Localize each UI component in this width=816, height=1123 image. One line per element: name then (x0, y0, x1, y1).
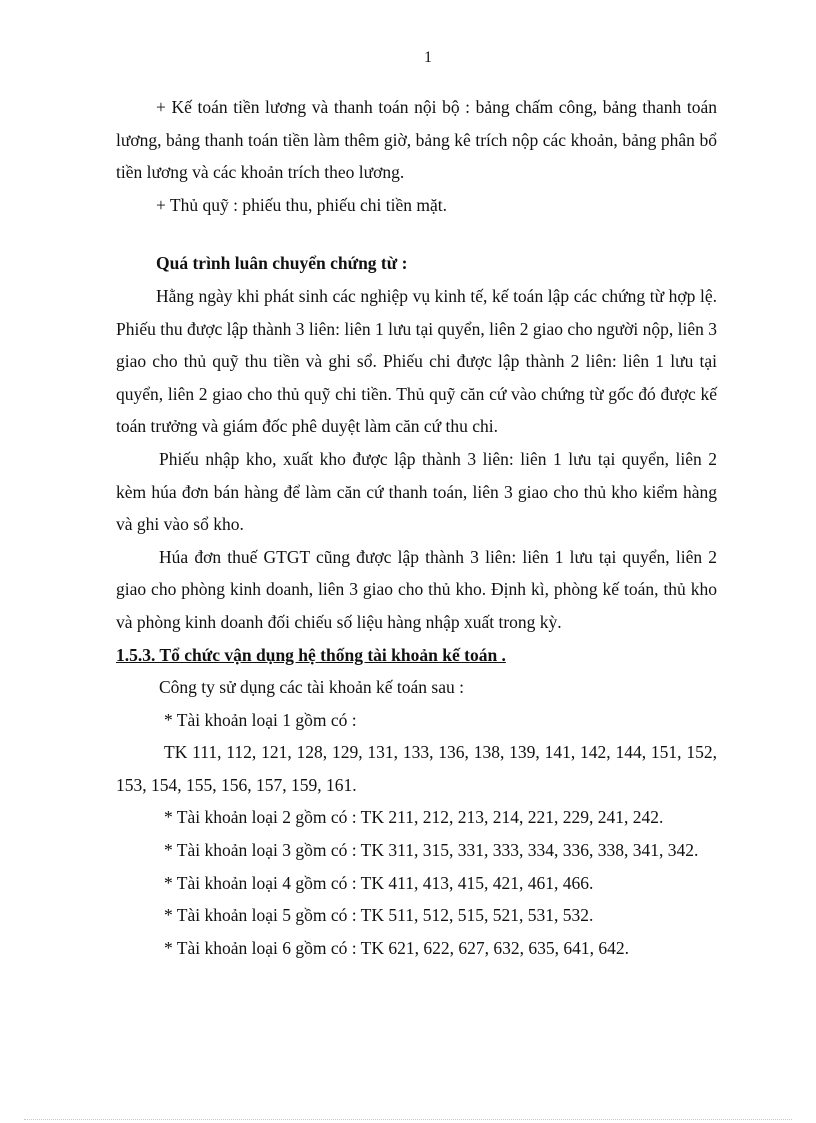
accounts-type-1-list: TK 111, 112, 121, 128, 129, 131, 133, 136, 138, 139, 141, 142, 144, 151, 152, 153, 154, 155, 156, 157, 159, 161. (116, 742, 717, 795)
accounts-type-5: * Tài khoản loại 5 gồm có : TK 511, 512, 515, 521, 531, 532. (164, 905, 594, 926)
paragraph-vat-invoice-flow: Húa đơn thuế GTGT cũng được lập thành 3 liên: liên 1 lưu tại quyển, liên 2 giao cho phòng kinh doanh, liên 3 giao cho thủ kho. Định kì, phòng kế toán, thủ kho và phòng kinh doanh đối chiếu số liệu hàng nhập xuất trong kỳ. (116, 546, 717, 632)
accounts-type-1-label: * Tài khoản loại 1 gồm có : (164, 709, 357, 730)
spacer (116, 221, 717, 247)
paragraph-warehouse-flow: Phiếu nhập kho, xuất kho được lập thành 3 liên: liên 1 lưu tại quyển, liên 2 kèm húa đơn bán hàng để làm căn cứ thanh toán, liên 3 giao cho thủ kho kiểm hàng và ghi vào sổ kho. (116, 448, 717, 535)
paragraph-cashier-documents: + Thủ quỹ : phiếu thu, phiếu chi tiền mặt. (156, 194, 447, 215)
heading-1-5-3: 1.5.3. Tổ chức vận dụng hệ thống tài khoản kế toán . (116, 644, 506, 665)
paragraph-receipts-flow: Hằng ngày khi phát sinh các nghiệp vụ kinh tế, kế toán lập các chứng từ hợp lệ. Phiếu thu được lập thành 3 liên: liên 1 lưu tại quyển, liên 2 giao cho người nộp, liên 3 giao cho thủ quỹ thu tiền và ghi sổ. Phiếu chi được lập thành 2 liên: liên 1 lưu tại quyển, liên 2 giao cho thủ quỹ chi tiền. Thủ quỹ căn cứ vào chứng từ gốc đó được kế toán trưởng và giám đốc phê duyệt làm căn cứ thu chi. (116, 285, 717, 437)
accounts-type-6: * Tài khoản loại 6 gồm có : TK 621, 622, 627, 632, 635, 641, 642. (164, 937, 630, 958)
accounts-intro: Công ty sử dụng các tài khoản kế toán sau : (159, 677, 464, 698)
accounts-type-4: * Tài khoản loại 4 gồm có : TK 411, 413, 415, 421, 461, 466. (164, 872, 594, 893)
page-bottom-divider (24, 1119, 792, 1120)
document-body (116, 91, 717, 964)
page-number: 1 (424, 49, 432, 66)
accounts-type-3: * Tài khoản loại 3 gồm có : TK 311, 315, 331, 333, 334, 336, 338, 341, 342. (164, 840, 699, 861)
paragraph-payroll-documents: + Kế toán tiền lương và thanh toán nội bộ : bảng chấm công, bảng thanh toán lương, bảng thanh toán tiền làm thêm giờ, bảng kê trích nộp các khoản, bảng phân bổ tiền lương và các khoản trích theo lương. (116, 97, 717, 183)
accounts-type-2: * Tài khoản loại 2 gồm có : TK 211, 212, 213, 214, 221, 229, 241, 242. (164, 807, 664, 828)
section-title-document-flow: Quá trình luân chuyển chứng từ : (156, 253, 408, 274)
